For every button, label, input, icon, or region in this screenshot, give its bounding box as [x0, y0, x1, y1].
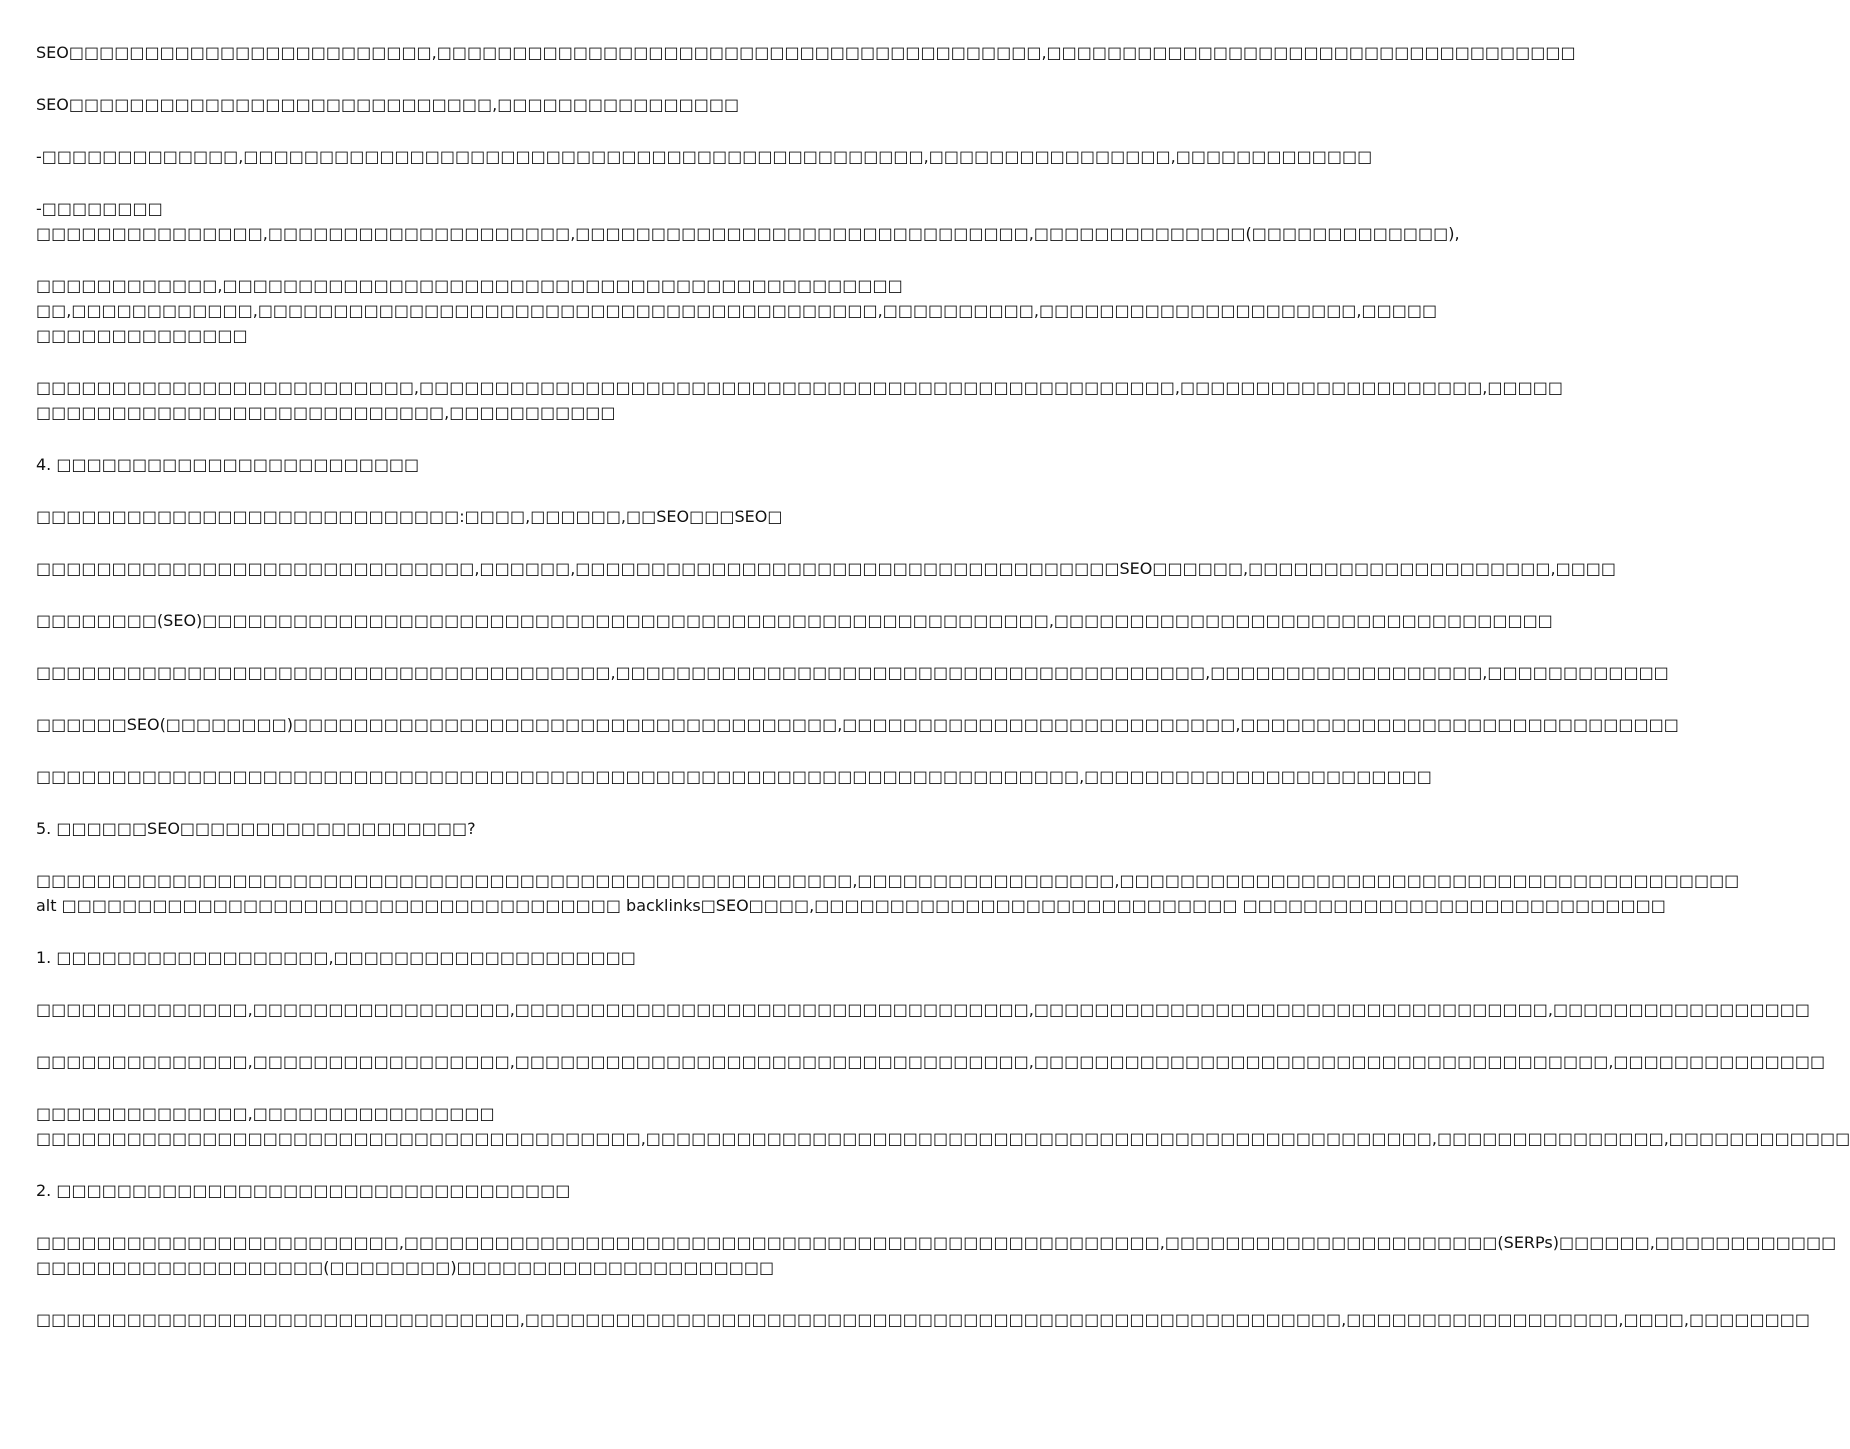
paragraph — [36, 1101, 1850, 1151]
text-line: □□□□□□□□□□□□□□□□□□□□□□□□□,□□□□□□□□□□□□□□□□□□□□□□□□□□□□□□□□□□□□□□□□□□□□□□□□□□,□□□□□□□□□□□□□□□□□□□□,□□□□□ — [36, 378, 1563, 397]
text-line: □□□□□□□□□□□□□□□□□□□□□□□□□□□□□□□□□□□□□□□□,□□□□□□□□□□□□□□□□□□□□□□□□□□□□□□□□□□□□□□□□□□□□□□□□□□□□,□□□□□□□□□□□□□□□,□□□□□□□□□□□□ — [36, 1129, 1850, 1148]
paragraph — [36, 712, 1679, 737]
paragraph — [36, 196, 1460, 246]
text-line: □□□□□□□□□□□□□□□□□□□□□□□□□□□□:□□□□,□□□□□□,□□SEO□□□SEO□ — [36, 507, 783, 526]
text-line: □□□□□□□□□□□□□□□□□□□□□□□□□□□□□□□□□□□□□□,□□□□□□□□□□□□□□□□□□□□□□□□□□□□□□□□□□□□□□□,□□□□□□□□□□□□□□□□□□,□□□□□□□□□□□□ — [36, 663, 1669, 682]
paragraph — [36, 92, 990, 117]
text-line: □□□□□□□□□□□□□□□,□□□□□□□□□□□□□□□□□□□□,□□□□□□□□□□□□□□□□□□□□□□□□□□□□□□,□□□□□□□□□□□□□□(□□□□□□□□□□□□□), — [36, 224, 1460, 243]
text-line: □□□□□□□□□□□□□□□□□□□□□□□□□□□□□□□□□□□□□□□□□□□□□□□□□□□□□□□□□□□□□□□□□□□□□,□□□□□□□□□□□□□□□□□□□□□□□ — [36, 767, 1432, 786]
text-line: □□□□□□□□□□□□□□□□□□□□□□□□□□□□□□□□□□□□□□□□□□□□□□□□□□□□□□,□□□□□□□□□□□□□□□□□,□□□□□□□□□□□□□□□□□□□□□□□□□□□□□□□□□□□□□□□□□ — [36, 871, 1740, 890]
text-line: □□□□□□□□□□□□□□□□□□□□□□□□□□□□□□□□,□□□□□□□□□□□□□□□□□□□□□□□□□□□□□□□□□□□□□□□□□□□□□□□□□□□□□□,□□□□□□□□□□□□□□□□□□,□□□□,□□□□□□□□ — [36, 1310, 1810, 1329]
text-line: □□□□□□□□□□□□□□,□□□□□□□□□□□□□□□□ — [36, 1104, 495, 1123]
text-line: □□□□□□SEO(□□□□□□□□)□□□□□□□□□□□□□□□□□□□□□□□□□□□□□□□□□□□□,□□□□□□□□□□□□□□□□□□□□□□□□□□,□□□□□□□□□□□□□□□□□□□□□□□□□□□□□ — [36, 715, 1679, 734]
text-line: □□□□□□□□□□□□□□□□□□□□□□□□□□□,□□□□□□□□□□□ — [36, 403, 616, 422]
text-line: □□□□□□□□□□□□,□□□□□□□□□□□□□□□□□□□□□□□□□□□□□□□□□□□□□□□□□□□□□ — [36, 276, 903, 295]
text-line: 5. □□□□□□SEO□□□□□□□□□□□□□□□□□□□? — [36, 819, 476, 838]
paragraph — [36, 375, 1563, 425]
text-line: -□□□□□□□□ — [36, 199, 163, 218]
paragraph — [36, 1307, 1810, 1332]
text-line: 1. □□□□□□□□□□□□□□□□□□,□□□□□□□□□□□□□□□□□□□□ — [36, 948, 636, 967]
text-line: □□□□□□□□□□□□□□□□□□□□□□□□□□□□□,□□□□□□,□□□□□□□□□□□□□□□□□□□□□□□□□□□□□□□□□□□□SEO□□□□□□,□□□□□□□□□□□□□□□□□□□□,□□□□ — [36, 559, 1617, 578]
paragraph — [36, 504, 990, 529]
paragraph — [36, 660, 1669, 685]
paragraph — [36, 997, 1810, 1022]
text-line: □□□□□□□□(SEO)□□□□□□□□□□□□□□□□□□□□□□□□□□□□□□□□□□□□□□□□□□□□□□□□□□□□□□□□,□□□□□□□□□□□□□□□□□□□□□□□□□□□□□□□□□ — [36, 611, 1553, 630]
paragraph — [36, 556, 1617, 581]
paragraph — [36, 868, 1740, 918]
paragraph — [36, 1049, 1826, 1074]
paragraph — [36, 452, 990, 477]
paragraph — [36, 273, 1438, 348]
paragraph — [36, 816, 990, 841]
text-line: -□□□□□□□□□□□□□,□□□□□□□□□□□□□□□□□□□□□□□□□□□□□□□□□□□□□□□□□□□□□,□□□□□□□□□□□□□□□□,□□□□□□□□□□□□□ — [36, 147, 1373, 166]
document-body — [36, 40, 1850, 1359]
paragraph — [36, 608, 1553, 633]
text-line: □□□□□□□□□□□□□□,□□□□□□□□□□□□□□□□□,□□□□□□□□□□□□□□□□□□□□□□□□□□□□□□□□□□,□□□□□□□□□□□□□□□□□□□□□□□□□□□□□□□□□□□□□□,□□□□□□□□□□□□□□ — [36, 1052, 1826, 1071]
text-line: 4. □□□□□□□□□□□□□□□□□□□□□□□□ — [36, 455, 420, 474]
paragraph — [36, 1230, 1837, 1280]
text-line: alt □□□□□□□□□□□□□□□□□□□□□□□□□□□□□□□□□□□□□ backlinks□SEO□□□□,□□□□□□□□□□□□□□□□□□□□□□□□□□□□ □□□□□□□□□□□□□□□□□□□□□□□□□□□□ — [36, 896, 1666, 915]
paragraph — [36, 764, 1432, 789]
text-line: □□□□□□□□□□□□□□□□□□□(□□□□□□□□)□□□□□□□□□□□□□□□□□□□□□ — [36, 1258, 775, 1277]
text-line: 2. □□□□□□□□□□□□□□□□□□□□□□□□□□□□□□□□□□ — [36, 1181, 571, 1200]
text-line: SEO□□□□□□□□□□□□□□□□□□□□□□□□□□□□,□□□□□□□□□□□□□□□□ — [36, 95, 740, 114]
text-line: □□□□□□□□□□□□□□□□□□□□□□□□,□□□□□□□□□□□□□□□□□□□□□□□□□□□□□□□□□□□□□□□□□□□□□□□□□□,□□□□□□□□□□□□□□□□□□□□□□(SERPs)□□□□□□,□□□□□□□□□□□□ — [36, 1233, 1837, 1252]
paragraph — [36, 144, 1373, 169]
text-line: SEO□□□□□□□□□□□□□□□□□□□□□□□□,□□□□□□□□□□□□□□□□□□□□□□□□□□□□□□□□□□□□□□□□,□□□□□□□□□□□□□□□□□□□□□□□□□□□□□□□□□□□ — [36, 43, 1576, 62]
text-line: □□□□□□□□□□□□□□ — [36, 326, 248, 345]
paragraph — [36, 945, 990, 970]
paragraph — [36, 1178, 990, 1203]
paragraph — [36, 40, 1576, 65]
text-line: □□,□□□□□□□□□□□□,□□□□□□□□□□□□□□□□□□□□□□□□□□□□□□□□□□□□□□□□□,□□□□□□□□□□,□□□□□□□□□□□□□□□□□□□□□,□□□□□ — [36, 301, 1438, 320]
text-line: □□□□□□□□□□□□□□,□□□□□□□□□□□□□□□□□,□□□□□□□□□□□□□□□□□□□□□□□□□□□□□□□□□□,□□□□□□□□□□□□□□□□□□□□□□□□□□□□□□□□□□,□□□□□□□□□□□□□□□□□ — [36, 1000, 1810, 1019]
